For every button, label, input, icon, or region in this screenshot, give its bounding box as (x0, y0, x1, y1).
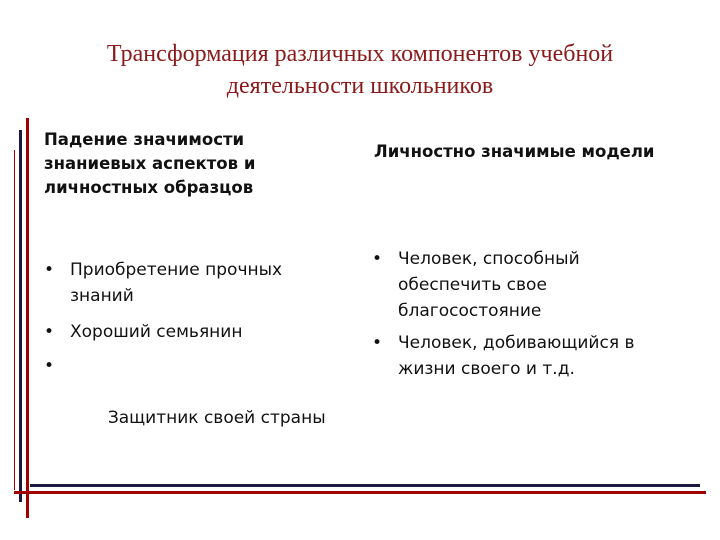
list-item (372, 330, 682, 382)
list-item-text: Приобретение прочных знаний (70, 260, 283, 306)
bottom-frame-line-red (14, 491, 706, 494)
left-column-heading: Падение значимости знаниевых аспектов и личностных образцов (44, 130, 256, 197)
list-item (44, 319, 334, 345)
list-item-text: Хороший семьянин (70, 322, 243, 342)
left-frame-line-red (26, 118, 29, 518)
right-bullet-list (372, 246, 682, 392)
bullet-icon: • (44, 322, 55, 342)
list-item (372, 246, 682, 324)
list-item (44, 353, 334, 457)
list-item-text: Защитник своей страны (102, 408, 326, 428)
left-frame-line-thin (14, 150, 15, 490)
list-item (44, 257, 334, 309)
left-bullet-list (44, 257, 334, 467)
slide-title: Трансформация различных компонентов учебной деятельности школьников (106, 41, 614, 99)
list-item-text: Человек, добивающийся в жизни своего и т.д. (398, 333, 635, 379)
bullet-icon: • (44, 260, 55, 280)
right-column-heading: Личностно значимые модели (374, 142, 655, 161)
bullet-icon: • (44, 356, 55, 376)
bullet-icon: • (372, 249, 383, 269)
list-item-text: Человек, способный обеспечить свое благосостояние (398, 249, 580, 321)
bottom-frame-line-dark (30, 484, 700, 487)
bullet-icon: • (372, 333, 383, 353)
left-frame-line-dark (19, 130, 22, 502)
